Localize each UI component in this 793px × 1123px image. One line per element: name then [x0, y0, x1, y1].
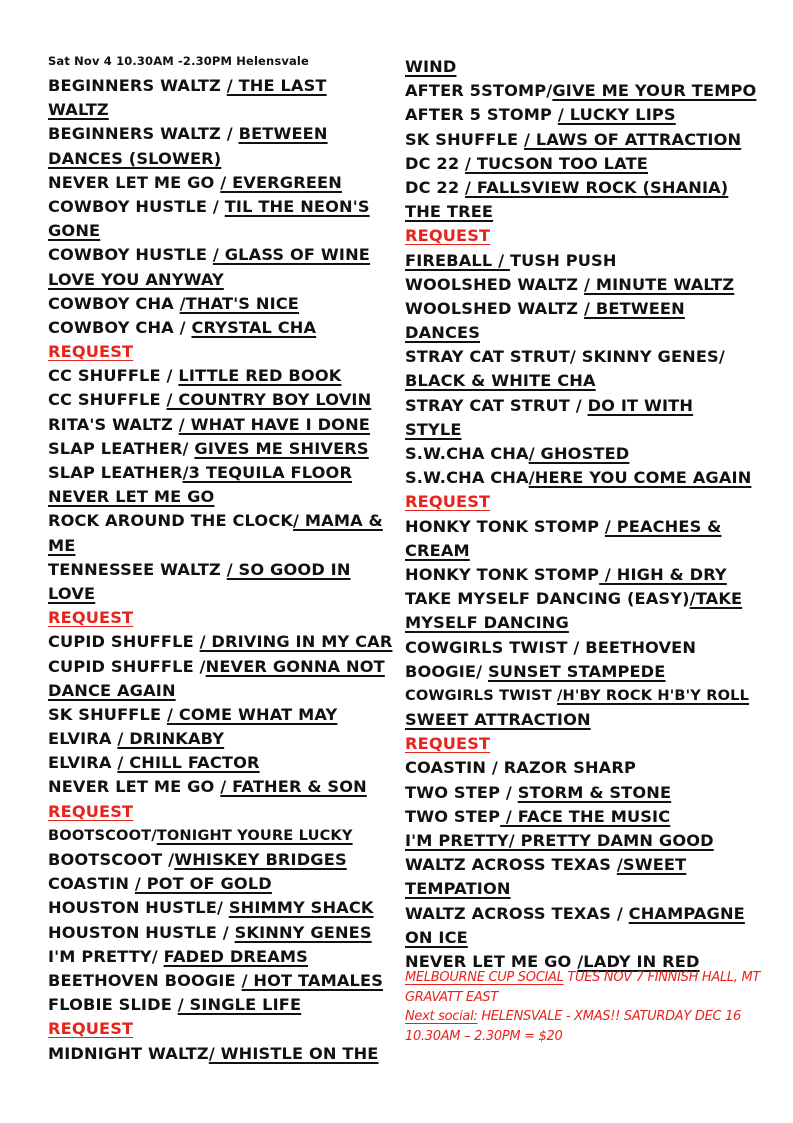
dance-line — [48, 171, 398, 195]
song-title: ME — [48, 535, 76, 555]
dance-line — [48, 461, 398, 485]
song-title: / FACE THE MUSIC — [500, 806, 671, 826]
dance-name: COWGIRLS TWIST / BEETHOVEN — [405, 637, 697, 657]
dance-name: STRAY CAT STRUT / — [405, 395, 588, 415]
song-title: CREAM — [405, 540, 470, 560]
dance-line — [48, 558, 398, 582]
dance-name: NEVER LET ME GO — [405, 951, 578, 971]
dance-line — [405, 200, 785, 224]
song-title: TIL THE NEON'S — [224, 196, 370, 216]
song-title: CRYSTAL CHA — [191, 317, 317, 337]
song-title: /3 TEQUILA FLOOR — [182, 463, 353, 482]
note-text: HELENSVALE - XMAS!! SATURDAY DEC 16 — [477, 1009, 742, 1024]
dance-line — [48, 1042, 398, 1066]
dance-name: CC SHUFFLE / — [48, 366, 179, 386]
request-line — [405, 732, 785, 756]
song-title: / THE LAST — [226, 76, 327, 95]
dance-line — [48, 655, 398, 679]
song-title: /TAKE — [689, 589, 743, 609]
note-text: 10.30AM – 2.30PM = $20 — [405, 1028, 563, 1044]
song-title: / BETWEEN — [583, 298, 685, 318]
dance-line — [48, 364, 398, 388]
dance-line — [48, 630, 398, 654]
song-title: WIND — [405, 57, 457, 76]
dance-name: COWGIRLS TWIST — [405, 686, 558, 704]
dance-name: ROCK AROUND THE CLOCK — [48, 511, 294, 531]
dance-name: WOOLSHED WALTZ — [405, 274, 584, 294]
dance-line — [48, 292, 398, 316]
song-title: SUNSET STAMPEDE — [487, 661, 666, 681]
dance-name: CC SHUFFLE — [48, 390, 167, 410]
dance-name: COWBOY HUSTLE / — [48, 196, 225, 216]
dance-line — [48, 413, 398, 437]
song-title: CHAMPAGNE — [628, 903, 745, 923]
song-title: WALTZ — [48, 100, 109, 120]
dance-name: BOOGIE/ — [405, 661, 488, 681]
dance-name: SLAP LEATHER/ — [48, 438, 195, 458]
dance-name: I'M PRETTY/ — [48, 946, 164, 966]
request-label: REQUEST — [48, 608, 134, 628]
dance-line — [405, 660, 785, 684]
left-column — [48, 52, 398, 1066]
song-title: LOVE YOU ANYWAY — [48, 269, 224, 289]
request-line — [48, 1017, 398, 1041]
dance-line — [48, 74, 398, 98]
dance-name: FLOBIE SLIDE — [48, 995, 178, 1015]
dance-name: COWBOY CHA — [48, 293, 180, 313]
dance-name: WALTZ ACROSS TEXAS / — [405, 903, 629, 923]
song-title: DANCE AGAIN — [48, 680, 176, 700]
dance-name: RITA'S WALTZ — [48, 414, 179, 434]
dance-name: CUPID SHUFFLE / — [48, 656, 206, 676]
song-title: GIVES ME SHIVERS — [194, 438, 369, 458]
song-title: DANCES (SLOWER) — [48, 148, 222, 168]
dance-line — [48, 534, 398, 558]
request-label: REQUEST — [405, 226, 491, 246]
dance-name: WOOLSHED WALTZ — [405, 298, 584, 318]
request-line — [48, 606, 398, 630]
dance-name: COASTIN — [48, 874, 135, 894]
song-title: /LADY IN RED — [577, 951, 700, 971]
dance-name: NEVER LET ME GO — [48, 172, 221, 192]
dance-line — [48, 437, 398, 461]
song-title: I'M PRETTY/ PRETTY DAMN GOOD — [405, 831, 714, 850]
request-line — [405, 490, 785, 514]
song-title: DANCES — [405, 323, 481, 343]
dance-name: COWBOY HUSTLE — [48, 245, 213, 265]
dance-line — [405, 418, 785, 442]
dance-line — [48, 388, 398, 412]
song-title: TONIGHT YOURE LUCKY — [156, 826, 353, 844]
dance-line — [405, 515, 785, 539]
dance-line — [48, 993, 398, 1017]
dance-line — [48, 872, 398, 896]
request-line — [48, 340, 398, 364]
song-title: SHIMMY SHACK — [228, 898, 374, 918]
dance-line — [48, 147, 398, 171]
song-title: LITTLE RED BOOK — [178, 366, 342, 386]
dance-name: STRAY CAT STRUT/ SKINNY GENES/ — [405, 347, 725, 367]
dance-name: BOOTSCOOT / — [48, 850, 175, 869]
dance-line — [48, 824, 398, 848]
dance-name: HONKY TONK STOMP — [405, 516, 605, 536]
dance-name: CUPID SHUFFLE — [48, 632, 200, 652]
dance-line — [48, 775, 398, 799]
song-title: / GLASS OF WINE — [212, 245, 370, 265]
song-title: / CHILL FACTOR — [117, 753, 260, 773]
song-title: / WHAT HAVE I DONE — [178, 414, 370, 434]
dance-line — [48, 219, 398, 243]
dance-name: SLAP LEATHER — [48, 463, 183, 482]
event-note — [405, 1027, 785, 1047]
dance-line — [48, 316, 398, 340]
dance-name: HOUSTON HUSTLE/ — [48, 898, 229, 918]
song-title: / LUCKY LIPS — [557, 105, 676, 125]
dance-line — [405, 55, 785, 79]
song-title: / GHOSTED — [528, 444, 630, 463]
song-title: ON ICE — [405, 927, 468, 947]
song-title: TEMPATION — [405, 879, 511, 899]
song-title: MYSELF DANCING — [405, 613, 569, 633]
right-column — [405, 55, 785, 974]
dance-name: TUSH PUSH — [509, 250, 617, 270]
note-text: GRAVATT EAST — [405, 989, 499, 1005]
dance-line — [48, 509, 398, 533]
event-note — [405, 1007, 785, 1027]
song-title: / FALLSVIEW ROCK (SHANIA) — [465, 177, 729, 197]
song-title: / MINUTE WALTZ — [583, 274, 735, 294]
song-title: / COME WHAT MAY — [166, 704, 338, 724]
dance-line — [405, 708, 785, 732]
dance-line — [405, 273, 785, 297]
request-label: REQUEST — [48, 1019, 134, 1039]
dance-line — [405, 877, 785, 901]
dance-line — [405, 563, 785, 587]
dance-name: ELVIRA — [48, 729, 118, 749]
song-title: / EVERGREEN — [220, 172, 342, 192]
request-label: REQUEST — [405, 492, 491, 512]
dance-line — [405, 805, 785, 829]
dance-name: ELVIRA — [48, 753, 118, 773]
song-title: / DRINKABY — [117, 729, 225, 749]
song-title: / HOT TAMALES — [241, 970, 384, 990]
dance-name: TENNESSEE WALTZ — [48, 559, 227, 579]
dance-name: BEGINNERS WALTZ / — [48, 124, 239, 144]
dance-line — [405, 466, 785, 490]
dance-name: TWO STEP / — [405, 782, 518, 802]
request-label: REQUEST — [48, 342, 134, 362]
dance-name: BEETHOVEN BOOGIE — [48, 970, 242, 990]
song-title: BETWEEN — [238, 124, 328, 144]
song-title: LOVE — [48, 583, 96, 603]
dance-line — [48, 195, 398, 219]
song-title: / COUNTRY BOY LOVIN — [166, 390, 372, 410]
dance-line — [405, 152, 785, 176]
dance-name: WALTZ ACROSS TEXAS — [405, 855, 617, 875]
song-title: /SWEET — [616, 855, 687, 875]
song-title: / PEACHES & — [604, 516, 722, 536]
note-text: TUES NOV 7 FINNISH HALL, MT — [563, 970, 761, 985]
dance-line — [48, 582, 398, 606]
dance-name: S.W.CHA CHA — [405, 468, 529, 488]
song-title: STYLE — [405, 419, 462, 439]
dance-name: BEGINNERS WALTZ — [48, 76, 227, 95]
song-title: SKINNY GENES — [234, 922, 372, 942]
dance-name: S.W.CHA CHA — [405, 444, 529, 463]
dance-line — [405, 369, 785, 393]
song-title: GONE — [48, 221, 101, 241]
dance-name: AFTER 5 STOMP — [405, 105, 558, 125]
dance-line — [405, 128, 785, 152]
song-title: / DRIVING IN MY CAR — [199, 632, 393, 652]
song-title: /H'BY ROCK H'B'Y ROLL — [557, 686, 750, 704]
dance-name: NEVER LET ME GO — [48, 777, 221, 797]
song-title: BLACK & WHITE CHA — [405, 371, 596, 391]
dance-line — [405, 587, 785, 611]
dance-line — [48, 485, 398, 509]
event-note — [405, 988, 785, 1008]
dance-line — [405, 394, 785, 418]
dance-line — [48, 969, 398, 993]
dance-line — [405, 249, 785, 273]
dance-line — [405, 781, 785, 805]
request-line — [405, 224, 785, 248]
song-title: / FATHER & SON — [220, 777, 367, 797]
song-title: / MAMA & — [293, 511, 383, 531]
dance-name: TWO STEP — [405, 806, 501, 826]
dance-name: SK SHUFFLE — [48, 704, 167, 724]
dance-line — [405, 442, 785, 466]
dance-name: TAKE MYSELF DANCING (EASY) — [405, 589, 690, 609]
note-heading: MELBOURNE CUP SOCIAL — [405, 970, 564, 985]
dance-line — [405, 829, 785, 853]
request-line — [48, 800, 398, 824]
song-title: /THAT'S NICE — [179, 293, 299, 313]
dance-line — [48, 896, 398, 920]
dance-name: HOUSTON HUSTLE / — [48, 922, 235, 942]
dance-line — [405, 79, 785, 103]
dance-line — [48, 243, 398, 267]
song-title: WHISKEY BRIDGES — [174, 850, 347, 869]
dance-name: SK SHUFFLE — [405, 129, 524, 149]
dance-line — [405, 321, 785, 345]
song-title: / LAWS OF ATTRACTION — [523, 129, 742, 149]
song-title: GIVE ME YOUR TEMPO — [552, 81, 757, 101]
dance-line — [405, 926, 785, 950]
dance-line — [405, 853, 785, 877]
song-title: / HIGH & DRY — [599, 564, 727, 584]
event-note — [405, 968, 785, 988]
dance-line — [405, 539, 785, 563]
dance-line — [48, 727, 398, 751]
song-title: SWEET ATTRACTION — [405, 710, 591, 730]
dance-line — [405, 176, 785, 200]
dance-line — [405, 345, 785, 369]
dance-line — [48, 848, 398, 872]
song-title: NEVER LET ME GO — [48, 487, 215, 507]
song-title: FADED DREAMS — [163, 946, 308, 966]
song-title: DO IT WITH — [587, 395, 694, 415]
request-label: REQUEST — [405, 734, 491, 754]
dance-name: COASTIN / RAZOR SHARP — [405, 758, 636, 778]
dance-line — [405, 902, 785, 926]
song-title: THE TREE — [405, 202, 494, 222]
song-title: / POT OF GOLD — [134, 874, 272, 894]
dance-name: AFTER 5STOMP/ — [405, 81, 553, 101]
song-title: FIREBALL / — [405, 250, 510, 270]
song-title: NEVER GONNA NOT — [205, 656, 385, 676]
dance-line — [48, 268, 398, 292]
dance-name: DC 22 — [405, 153, 466, 173]
dance-line — [405, 611, 785, 635]
footer-notes — [405, 968, 785, 1046]
song-title: /HERE YOU COME AGAIN — [528, 468, 752, 488]
dance-line — [405, 636, 785, 660]
song-title: / WHISTLE ON THE — [208, 1043, 379, 1063]
song-title: / SINGLE LIFE — [177, 995, 302, 1015]
dance-line — [48, 751, 398, 775]
song-title: / SO GOOD IN — [226, 559, 351, 579]
dance-line — [48, 98, 398, 122]
dance-name: MIDNIGHT WALTZ — [48, 1043, 209, 1063]
dance-name: HONKY TONK STOMP — [405, 564, 600, 584]
dance-name: BOOTSCOOT/ — [48, 826, 157, 844]
dance-line — [48, 679, 398, 703]
song-title: / TUCSON TOO LATE — [465, 153, 648, 173]
dance-line — [405, 103, 785, 127]
dance-name: DC 22 — [405, 177, 466, 197]
dance-name: COWBOY CHA / — [48, 317, 192, 337]
dance-line — [405, 684, 785, 708]
note-heading: Next social: — [405, 1009, 478, 1024]
request-label: REQUEST — [48, 801, 134, 821]
dance-line — [48, 703, 398, 727]
event-header: Sat Nov 4 10.30AM -2.30PM Helensvale — [48, 54, 309, 68]
dance-line — [48, 945, 398, 969]
dance-line — [48, 122, 398, 146]
dance-line — [405, 297, 785, 321]
dance-line — [48, 921, 398, 945]
dance-line — [405, 756, 785, 780]
song-title: STORM & STONE — [517, 782, 672, 802]
